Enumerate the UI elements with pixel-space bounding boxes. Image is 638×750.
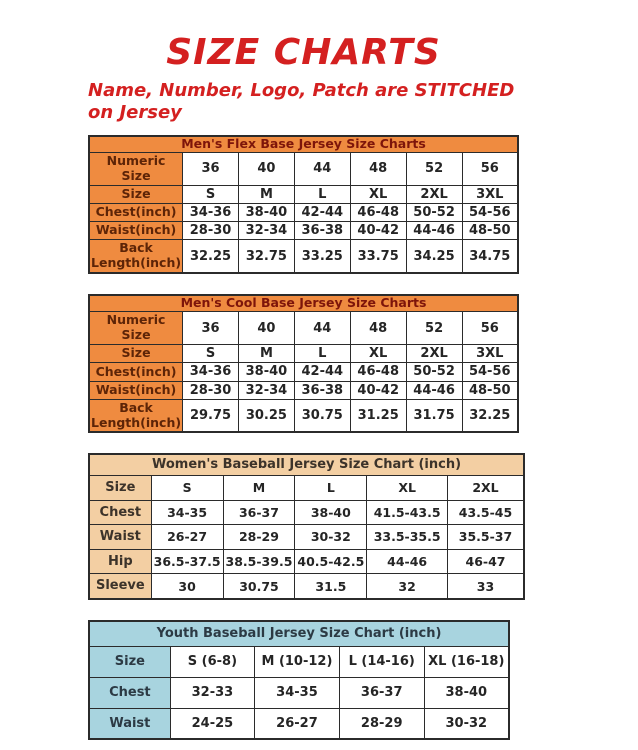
size-value-cell: 36 [183,153,239,186]
size-value-cell: 34.75 [462,240,518,273]
size-value-cell: 36-37 [223,500,295,525]
size-value-cell: M [238,185,294,203]
size-value-cell: 48 [350,312,406,345]
size-value-cell: 40-42 [350,222,406,240]
size-value-cell: 34-36 [183,363,239,381]
table-row [89,363,518,381]
size-value-cell: 41.5-43.5 [367,500,448,525]
size-value-cell: 40 [238,153,294,186]
table-title-row [89,295,518,312]
size-value-cell: 24-25 [170,708,254,739]
size-value-cell: 34-35 [255,678,340,709]
size-value-cell: 44-46 [406,381,462,399]
size-value-cell: 38-40 [238,203,294,221]
womens-baseball-size-table [88,453,525,599]
size-value-cell: 32.75 [238,240,294,273]
size-value-cell: 36-38 [294,381,350,399]
size-value-cell: 26-27 [255,708,340,739]
row-label: Chest(inch) [89,203,183,221]
size-value-cell: XL (16-18) [424,647,509,678]
size-value-cell: 46-47 [447,549,524,574]
size-value-cell: 44 [294,312,350,345]
size-value-cell: 28-30 [183,381,239,399]
size-value-cell: 52 [406,312,462,345]
size-value-cell: 32.25 [183,240,239,273]
size-value-cell: 34.25 [406,240,462,273]
size-value-cell: 33.75 [350,240,406,273]
size-value-cell: 34-36 [183,203,239,221]
row-label: Size [89,475,151,500]
size-value-cell: 30.75 [223,574,295,599]
size-value-cell: M [223,475,295,500]
size-value-cell: 36-38 [294,222,350,240]
table-row [89,344,518,362]
row-label: Numeric Size [89,312,183,345]
size-value-cell: S [183,185,239,203]
size-value-cell: L (14-16) [339,647,424,678]
size-value-cell: 32-34 [238,222,294,240]
size-value-cell: 33 [447,574,524,599]
size-value-cell: 35.5-37 [447,525,524,550]
table-row [89,549,524,574]
subtitle-line-2: on Jersey [88,101,182,123]
page-title: SIZE CHARTS [166,32,441,73]
size-value-cell: 36-37 [339,678,424,709]
size-value-cell: 54-56 [462,203,518,221]
youth-baseball-size-table [88,620,510,740]
size-value-cell: 2XL [406,185,462,203]
size-value-cell: XL [350,185,406,203]
size-value-cell: 30.25 [238,399,294,432]
size-value-cell: 38.5-39.5 [223,549,295,574]
size-value-cell: 31.25 [350,399,406,432]
size-value-cell: 50-52 [406,203,462,221]
size-value-cell: 56 [462,153,518,186]
size-value-cell: XL [350,344,406,362]
size-value-cell: 3XL [462,344,518,362]
size-value-cell: 43.5-45 [447,500,524,525]
row-label: Waist(inch) [89,222,183,240]
size-value-cell: 44 [294,153,350,186]
row-label: Size [89,647,170,678]
size-value-cell: 46-48 [350,363,406,381]
row-label: Hip [89,549,151,574]
size-value-cell: M (10-12) [255,647,340,678]
mens-flex-base-size-table [88,135,519,274]
size-value-cell: 32-33 [170,678,254,709]
size-value-cell: 40 [238,312,294,345]
subtitle-line-1: Name, Number, Logo, Patch are STITCHED [88,79,515,101]
row-label: Waist [89,525,151,550]
table-title: Men's Flex Base Jersey Size Charts [89,136,518,153]
size-value-cell: 50-52 [406,363,462,381]
size-value-cell: S (6-8) [170,647,254,678]
row-label: Size [89,344,183,362]
size-value-cell: 38-40 [238,363,294,381]
size-value-cell: 30-32 [295,525,367,550]
row-label: Back Length(inch) [89,240,183,273]
size-value-cell: 52 [406,153,462,186]
size-value-cell: 32-34 [238,381,294,399]
table-row [89,203,518,221]
table-row [89,525,524,550]
table-row [89,500,524,525]
table-title: Youth Baseball Jersey Size Chart (inch) [89,621,509,647]
size-value-cell: 28-29 [339,708,424,739]
size-value-cell: 31.75 [406,399,462,432]
table-row [89,647,509,678]
size-value-cell: 38-40 [295,500,367,525]
table-row [89,475,524,500]
size-value-cell: 40-42 [350,381,406,399]
size-value-cell: 2XL [447,475,524,500]
size-value-cell: 28-29 [223,525,295,550]
size-value-cell: 44-46 [367,549,448,574]
table-row [89,574,524,599]
size-value-cell: L [295,475,367,500]
size-value-cell: 56 [462,312,518,345]
table-row [89,399,518,432]
size-value-cell: S [151,475,223,500]
row-label: Chest(inch) [89,363,183,381]
size-value-cell: 46-48 [350,203,406,221]
table-title: Women's Baseball Jersey Size Chart (inch) [89,454,524,475]
size-value-cell: 29.75 [183,399,239,432]
size-value-cell: XL [367,475,448,500]
size-value-cell: 34-35 [151,500,223,525]
table-row [89,312,518,345]
size-value-cell: 36.5-37.5 [151,549,223,574]
size-value-cell: 48 [350,153,406,186]
page-subtitle [88,80,519,124]
size-value-cell: 33.5-35.5 [367,525,448,550]
content-column [88,33,519,740]
table-row [89,185,518,203]
size-value-cell: 36 [183,312,239,345]
size-value-cell: 42-44 [294,203,350,221]
size-value-cell: 31.5 [295,574,367,599]
row-label: Sleeve [89,574,151,599]
size-value-cell: 54-56 [462,363,518,381]
size-value-cell: 40.5-42.5 [295,549,367,574]
row-label: Back Length(inch) [89,399,183,432]
size-value-cell: 33.25 [294,240,350,273]
size-value-cell: 30-32 [424,708,509,739]
size-value-cell: M [238,344,294,362]
size-value-cell: 30 [151,574,223,599]
size-value-cell: 26-27 [151,525,223,550]
size-value-cell: 42-44 [294,363,350,381]
size-value-cell: L [294,344,350,362]
table-row [89,222,518,240]
size-value-cell: 28-30 [183,222,239,240]
size-value-cell: 2XL [406,344,462,362]
table-row [89,381,518,399]
size-value-cell: 44-46 [406,222,462,240]
size-value-cell: 30.75 [294,399,350,432]
size-value-cell: 32 [367,574,448,599]
size-value-cell: 48-50 [462,381,518,399]
table-title: Men's Cool Base Jersey Size Charts [89,295,518,312]
row-label: Numeric Size [89,153,183,186]
size-value-cell: S [183,344,239,362]
table-title-row [89,454,524,475]
size-value-cell: 3XL [462,185,518,203]
mens-cool-base-size-table [88,294,519,433]
row-label: Waist(inch) [89,381,183,399]
row-label: Chest [89,678,170,709]
size-value-cell: 32.25 [462,399,518,432]
size-value-cell: 48-50 [462,222,518,240]
table-row [89,240,518,273]
table-row [89,153,518,186]
table-title-row [89,621,509,647]
table-title-row [89,136,518,153]
table-row [89,708,509,739]
row-label: Waist [89,708,170,739]
row-label: Size [89,185,183,203]
size-value-cell: L [294,185,350,203]
table-row [89,678,509,709]
size-value-cell: 38-40 [424,678,509,709]
row-label: Chest [89,500,151,525]
